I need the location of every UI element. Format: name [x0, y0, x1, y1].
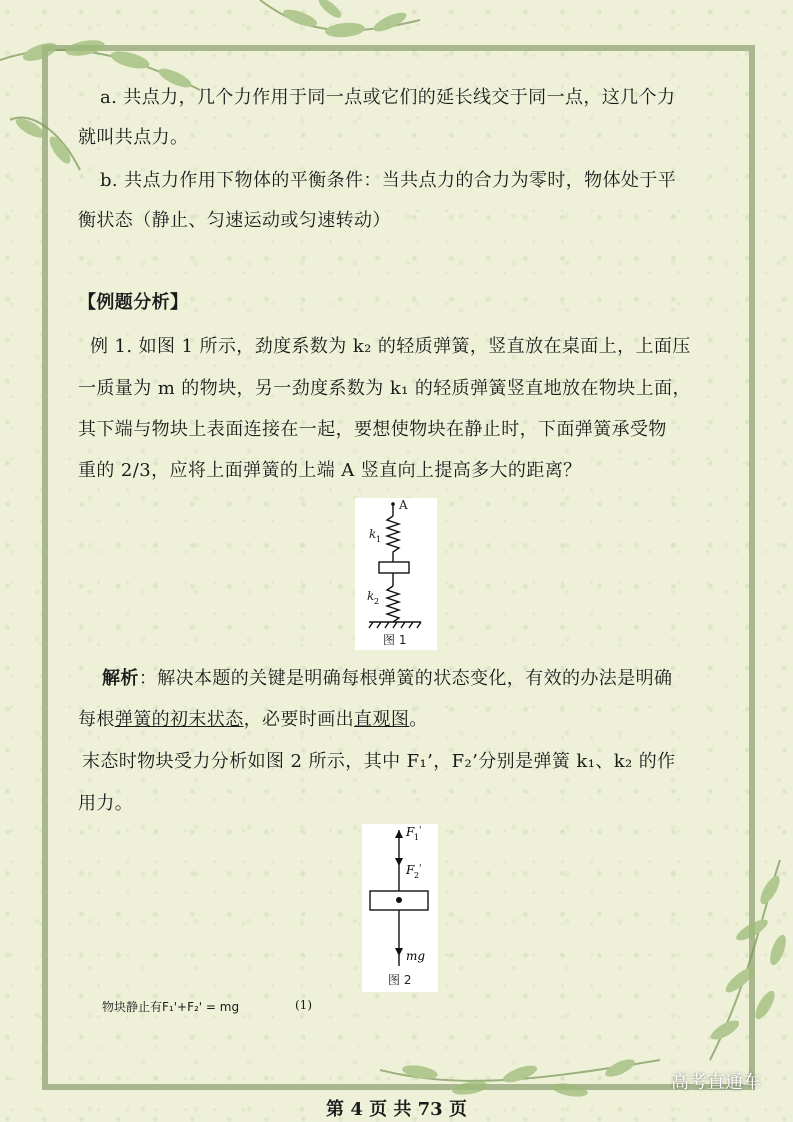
- analysis-line2-pre: 每根: [78, 709, 115, 730]
- equation-text: 物块静止有F₁'+F₂' = mg: [102, 1000, 240, 1014]
- equation-number: (1): [295, 998, 312, 1012]
- paragraph-a-line2: 就叫共点力。: [78, 127, 189, 148]
- analysis-line2-mid: ，必要时画出: [243, 709, 355, 730]
- analysis-label: 解析: [102, 668, 139, 689]
- figure1-spring-diagram: [355, 498, 437, 650]
- underlined-intuitive-diagram: 直观图: [354, 709, 410, 730]
- arrow-F2-head: [395, 858, 403, 866]
- figure1-caption: 图 1: [383, 633, 407, 647]
- section-heading: 【例题分析】: [78, 292, 189, 313]
- figure2-force-diagram: [362, 824, 438, 992]
- example1-line1: 例 1. 如图 1 所示，劲度系数为 k₂ 的轻质弹簧，竖直放在桌面上，上面压: [90, 336, 691, 357]
- page-footer: 第 4 页 共 73 页: [326, 1099, 467, 1120]
- paragraph-b-line2: 衡状态（静止、匀速运动或匀速转动）: [78, 210, 391, 231]
- analysis-line1: [78, 660, 718, 698]
- final-state-line1: 末态时物块受力分析如图 2 所示，其中 F₁’，F₂’分别是弹簧 k₁、k₂ 的作: [82, 751, 676, 772]
- arrow-mg-head: [395, 948, 403, 956]
- arrow-F1-head: [395, 830, 403, 838]
- analysis-line2: [78, 701, 718, 739]
- label-F2-subscript: 2: [414, 871, 420, 880]
- paragraph-b-line1: b. 共点力作用下物体的平衡条件：当共点力的合力为零时，物体处于平: [100, 170, 677, 191]
- underlined-spring-states: 弹簧的初末状态: [114, 709, 244, 730]
- top-end-A-point: [391, 502, 395, 506]
- example1-line3: 其下端与物块上表面连接在一起，要想使物块在静止时，下面弹簧承受物: [78, 419, 667, 440]
- example1-line2: 一质量为 m 的物块，另一劲度系数为 k₁ 的轻质弹簧竖直地放在物块上面，: [78, 378, 691, 399]
- label-F1-subscript: 1: [414, 833, 420, 842]
- label-k2-subscript: 2: [374, 597, 380, 606]
- watermark: 高考直通车: [671, 1072, 761, 1093]
- final-state-line2: 用力。: [78, 793, 134, 814]
- example1-line4: 重的 2/3，应将上面弹簧的上端 A 竖直向上提高多大的距离？: [78, 460, 582, 481]
- label-F2-prime: ': [419, 864, 422, 874]
- label-F1: F: [406, 825, 415, 839]
- block-center-dot: [396, 897, 402, 903]
- leaf-decoration-right: [690, 860, 793, 1080]
- figure2-caption: 图 2: [388, 973, 412, 987]
- label-k1: k: [369, 527, 377, 541]
- label-F1-prime: ': [419, 826, 422, 836]
- label-k1-subscript: 1: [376, 535, 382, 544]
- label-F2: F: [406, 863, 415, 877]
- analysis-line1-text: ：解决本题的关键是明确每根弹簧的状态变化，有效的办法是明确: [138, 668, 673, 689]
- analysis-line2-end: 。: [409, 709, 428, 730]
- label-mg: mg: [406, 949, 426, 963]
- label-A: A: [399, 498, 408, 512]
- paragraph-a-line1: a. 共点力，几个力作用于同一点或它们的延长线交于同一点，这几个力: [100, 87, 676, 108]
- label-k2: k: [367, 589, 375, 603]
